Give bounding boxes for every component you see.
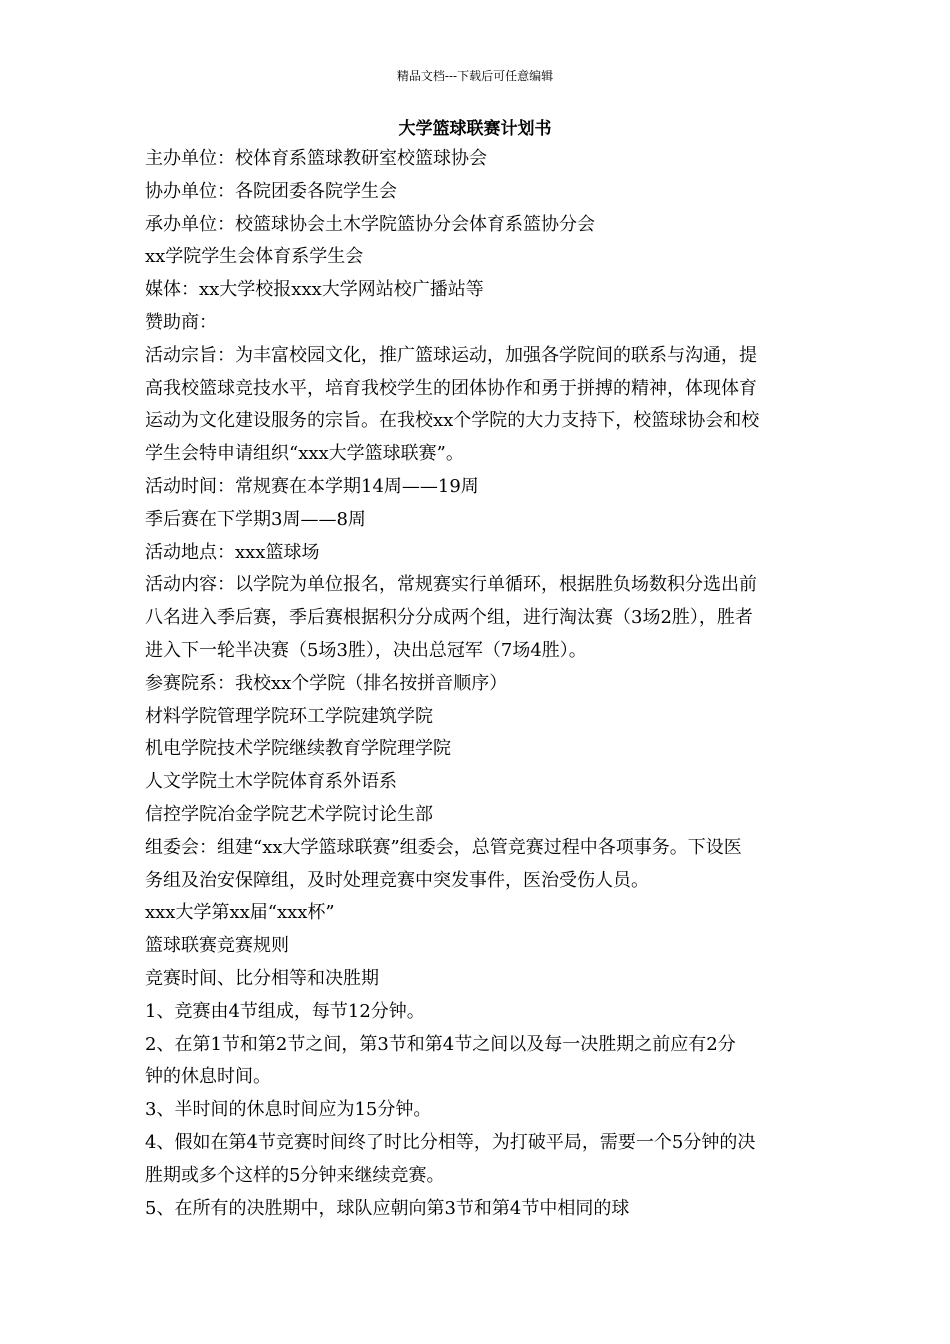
text-line: 媒体：xx大学校报xxx大学网站校广播站等 bbox=[145, 279, 484, 301]
document-title: 大学篮球联赛计划书 bbox=[398, 119, 552, 139]
text-line: 赞助商： bbox=[145, 311, 217, 333]
text-line: 竞赛时间、比分相等和决胜期 bbox=[145, 967, 379, 989]
text-line: 胜期或多个这样的5分钟来继续竞赛。 bbox=[145, 1164, 445, 1186]
text-line: 运动为文化建设服务的宗旨。在我校xx个学院的大力支持下，校篮球协会和校 bbox=[145, 410, 760, 432]
text-line: xx学院学生会体育系学生会 bbox=[145, 246, 364, 268]
text-line: 材料学院管理学院环工学院建筑学院 bbox=[145, 705, 433, 727]
text-line: 季后赛在下学期3周——8周 bbox=[145, 508, 366, 530]
text-line: 1、竞赛由4节组成，每节12分钟。 bbox=[145, 1000, 425, 1022]
text-line: 高我校篮球竞技水平，培育我校学生的团体协作和勇于拼搏的精神，体现体育 bbox=[145, 377, 757, 399]
text-line: 3、半时间的休息时间应为15分钟。 bbox=[145, 1099, 432, 1121]
text-line: 进入下一轮半决赛（5场3胜），决出总冠军（7场4胜）。 bbox=[145, 639, 587, 661]
text-line: 活动内容：以学院为单位报名，常规赛实行单循环，根据胜负场数积分选出前 bbox=[145, 574, 757, 596]
text-line: 务组及治安保障组，及时处理竞赛中突发事件，医治受伤人员。 bbox=[145, 869, 649, 891]
document-body bbox=[145, 143, 815, 1225]
text-line: 协办单位：各院团委各院学生会 bbox=[145, 180, 397, 202]
text-line: 信控学院冶金学院艺术学院讨论生部 bbox=[145, 803, 433, 825]
text-line: 八名进入季后赛，季后赛根据积分分成两个组，进行淘汰赛（3场2胜），胜者 bbox=[145, 607, 753, 629]
header-note: 精品文档---下载后可任意编辑 bbox=[396, 69, 554, 83]
text-line: 活动时间：常规赛在本学期14周——19周 bbox=[145, 475, 479, 497]
text-line: xxx大学第xx届“xxx杯” bbox=[145, 902, 335, 924]
text-line: 2、在第1节和第2节之间，第3节和第4节之间以及每一决胜期之前应有2分 bbox=[145, 1033, 736, 1055]
text-line: 钟的休息时间。 bbox=[145, 1066, 271, 1088]
text-line: 活动宗旨：为丰富校园文化，推广篮球运动，加强各学院间的联系与沟通，提 bbox=[145, 344, 757, 366]
text-line: 承办单位：校篮球协会土木学院篮协分会体育系篮协分会 bbox=[145, 213, 595, 235]
text-line: 参赛院系：我校xx个学院（排名按拼音顺序） bbox=[145, 672, 508, 694]
text-line: 机电学院技术学院继续教育学院理学院 bbox=[145, 738, 451, 760]
text-line: 篮球联赛竞赛规则 bbox=[145, 935, 289, 957]
text-line: 组委会：组建“xx大学篮球联赛”组委会，总管竞赛过程中各项事务。下设医 bbox=[145, 836, 742, 858]
text-line: 5、在所有的决胜期中，球队应朝向第3节和第4节中相同的球 bbox=[145, 1197, 630, 1219]
text-line: 人文学院土木学院体育系外语系 bbox=[145, 771, 397, 793]
text-line: 主办单位：校体育系篮球教研室校篮球协会 bbox=[145, 148, 487, 169]
text-line: 4、假如在第4节竞赛时间终了时比分相等，为打破平局，需要一个5分钟的决 bbox=[145, 1131, 756, 1153]
text-line: 学生会特申请组织“xxx大学篮球联赛”。 bbox=[145, 443, 464, 465]
text-line: 活动地点：xxx篮球场 bbox=[145, 541, 320, 563]
